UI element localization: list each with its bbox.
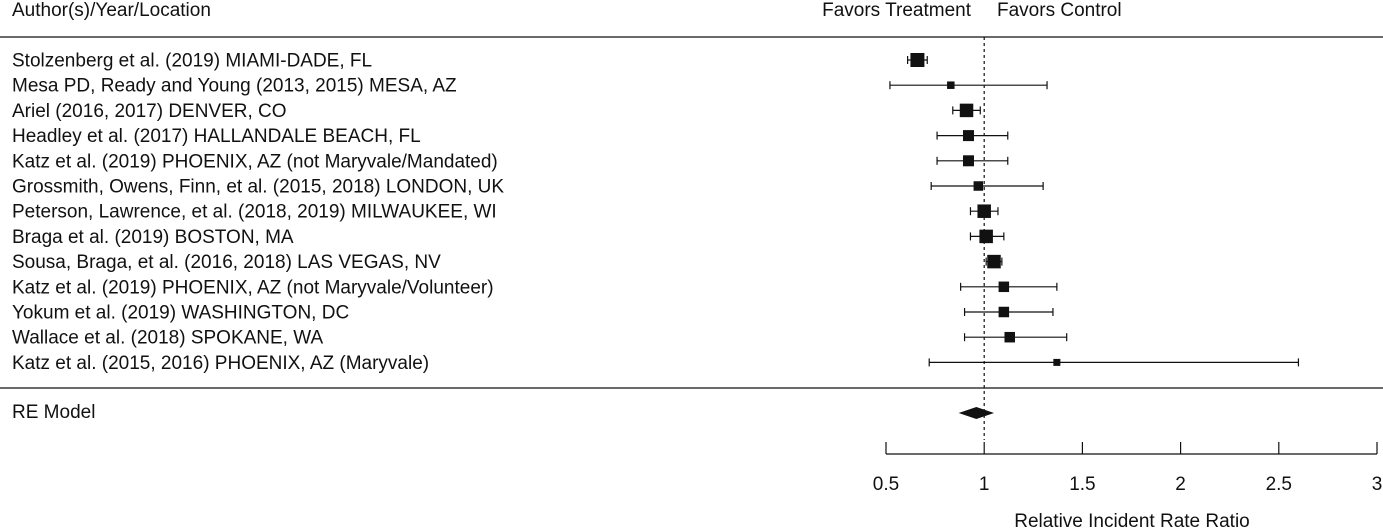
study-row	[12, 151, 1008, 172]
column-header-label: Author(s)/Year/Location	[12, 0, 211, 21]
favors-control-label: Favors Control	[997, 0, 1122, 21]
x-tick-label: 1	[978, 474, 990, 495]
summary-row	[12, 402, 994, 423]
point-estimate	[963, 155, 974, 166]
study-label: Katz et al. (2019) PHOENIX, AZ (not Maryvale/Volunteer)	[12, 277, 494, 299]
study-row	[12, 353, 1298, 374]
point-estimate	[974, 181, 984, 191]
x-tick-label: 2	[1175, 474, 1186, 495]
point-estimate	[979, 230, 993, 244]
study-row	[12, 126, 1008, 147]
study-row	[12, 277, 1057, 298]
point-estimate	[987, 255, 1001, 269]
study-label: Stolzenberg et al. (2019) MIAMI-DADE, FL	[12, 50, 373, 72]
study-row	[12, 177, 1043, 198]
study-row	[12, 76, 1047, 97]
study-row	[12, 101, 980, 122]
point-estimate	[910, 53, 924, 67]
summary-diamond	[959, 407, 994, 419]
point-estimate	[963, 130, 974, 141]
study-label: Sousa, Braga, et al. (2016, 2018) LAS VEGAS, NV	[12, 252, 441, 274]
study-row	[12, 328, 1067, 349]
point-estimate	[1004, 332, 1015, 343]
study-row	[12, 51, 927, 72]
x-tick-label: 1.5	[1069, 474, 1096, 495]
study-label: Headley et al. (2017) HALLANDALE BEACH, FL	[12, 126, 421, 148]
study-row	[12, 202, 998, 223]
favors-treatment-label: Favors Treatment	[822, 0, 971, 21]
study-label: Katz et al. (2015, 2016) PHOENIX, AZ (Maryvale)	[12, 352, 430, 374]
x-axis	[873, 442, 1383, 495]
point-estimate	[999, 307, 1010, 318]
point-estimate	[977, 204, 991, 218]
point-estimate	[1053, 359, 1060, 366]
study-label: Peterson, Lawrence, et al. (2018, 2019) MILWAUKEE, WI	[12, 201, 497, 223]
study-label: Braga et al. (2019) BOSTON, MA	[12, 226, 294, 248]
x-axis-label: Relative Incident Rate Ratio	[1014, 511, 1250, 529]
study-row	[12, 227, 1004, 248]
x-tick-label: 0.5	[872, 474, 900, 495]
study-label: Ariel (2016, 2017) DENVER, CO	[12, 100, 287, 122]
study-label: Yokum et al. (2019) WASHINGTON, DC	[12, 302, 350, 324]
study-row	[12, 252, 1002, 273]
study-row	[12, 303, 1053, 324]
study-label: Grossmith, Owens, Finn, et al. (2015, 2018) LONDON, UK	[12, 176, 505, 198]
study-label: Wallace et al. (2018) SPOKANE, WA	[12, 327, 324, 349]
study-label: Mesa PD, Ready and Young (2013, 2015) MESA, AZ	[12, 75, 457, 97]
summary-label: RE Model	[12, 402, 96, 423]
x-tick-label: 3	[1371, 474, 1383, 495]
point-estimate	[960, 104, 974, 118]
study-rows	[12, 51, 1298, 374]
point-estimate	[999, 282, 1010, 293]
x-tick-label: 2.5	[1265, 474, 1293, 495]
point-estimate	[947, 81, 955, 89]
study-label: Katz et al. (2019) PHOENIX, AZ (not Maryvale/Mandated)	[12, 151, 498, 173]
